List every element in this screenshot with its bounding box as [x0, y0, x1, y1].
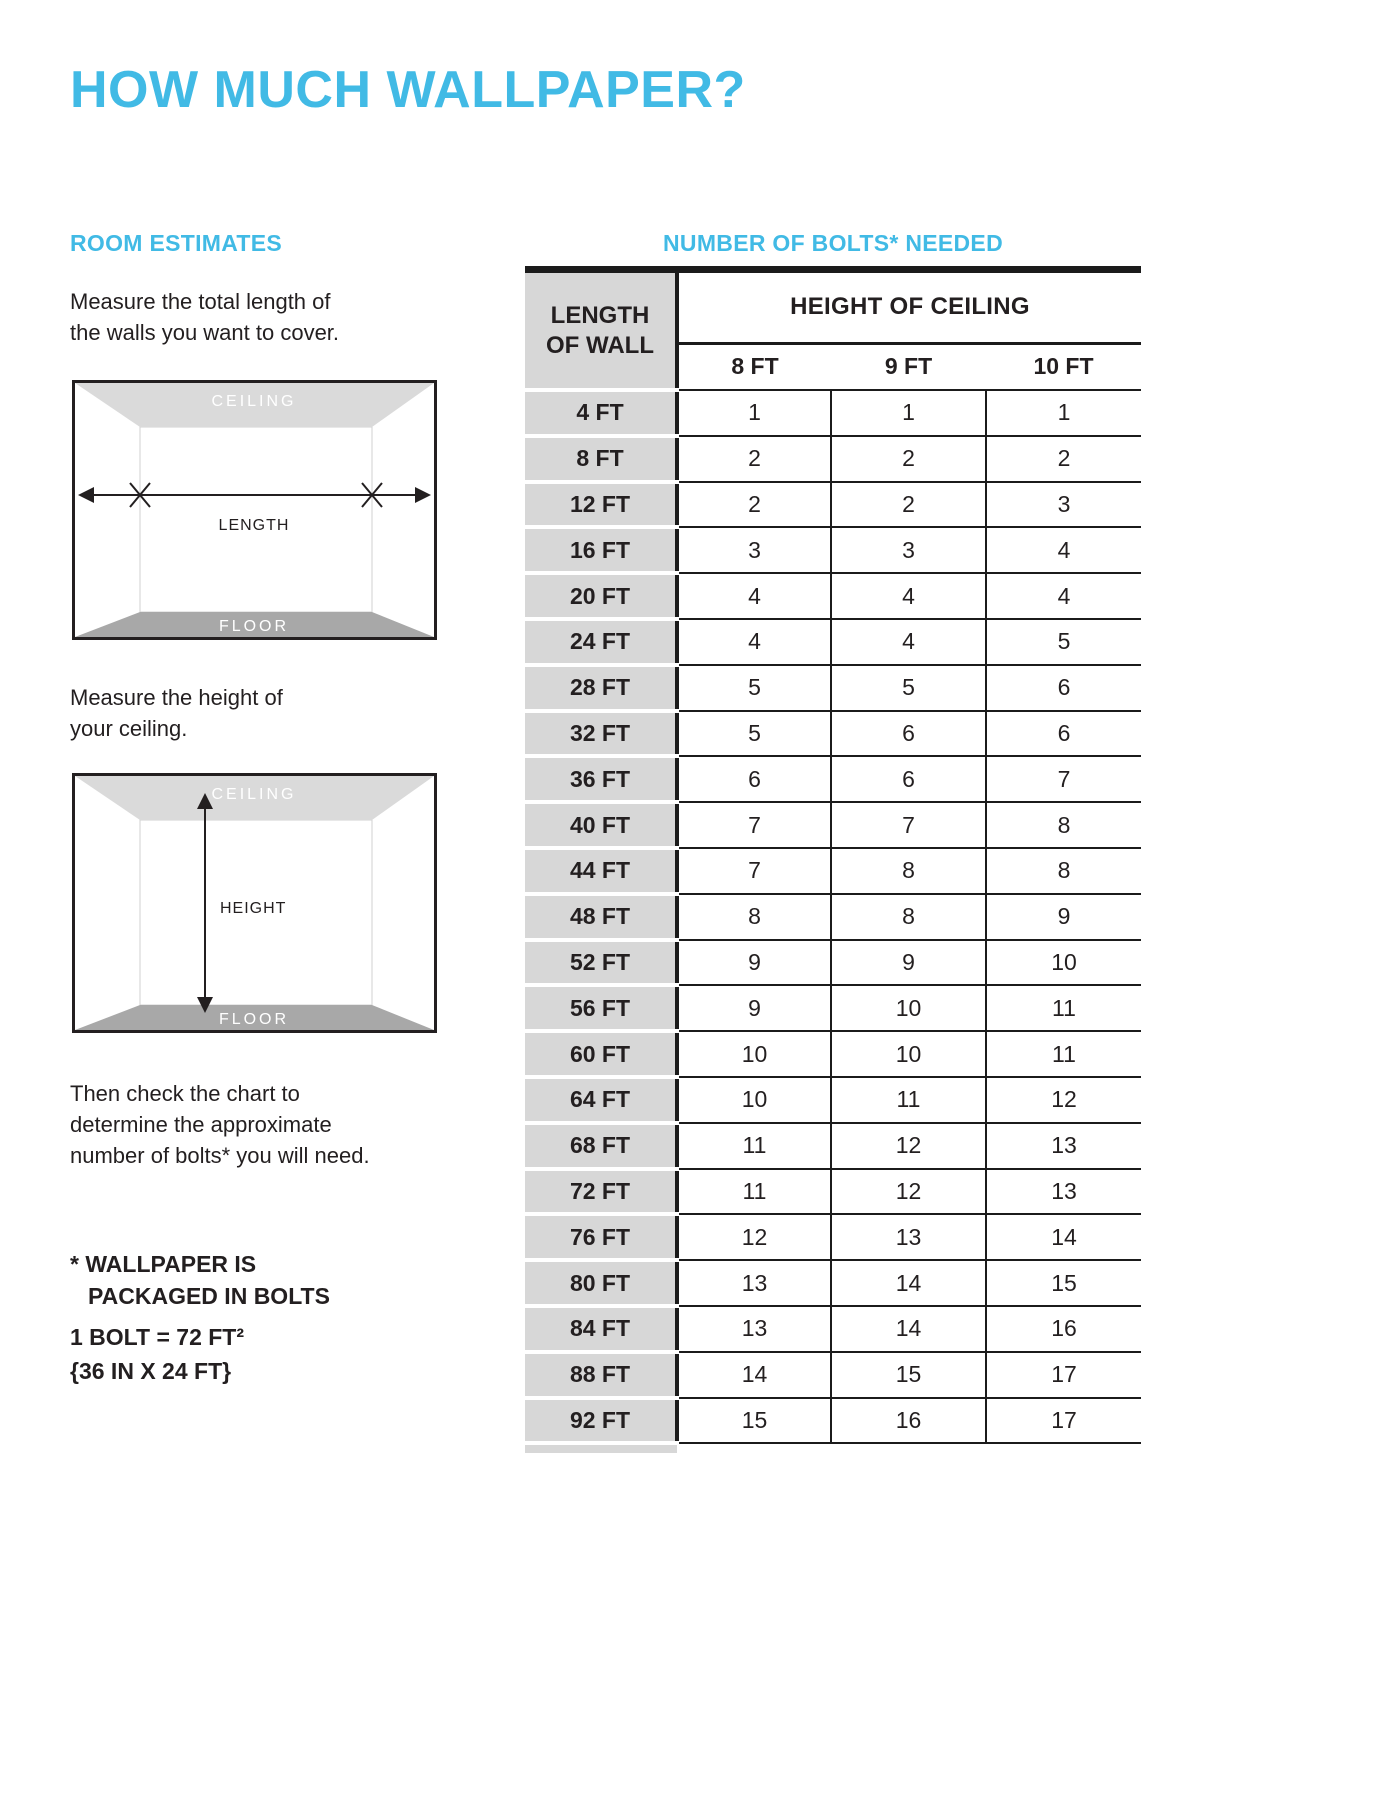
bolts-table	[525, 266, 1141, 1453]
cell-8ft: 5	[677, 711, 831, 757]
length-of-wall-line2: OF WALL	[546, 331, 654, 359]
cell-8ft: 1	[677, 390, 831, 436]
floor-label: FLOOR	[218, 618, 290, 635]
cell-10ft: 4	[986, 573, 1141, 619]
row-length-label: 16 FT	[525, 527, 677, 573]
table-row	[525, 1214, 1141, 1260]
row-length-label: 48 FT	[525, 894, 677, 940]
step2-text	[70, 682, 283, 744]
cell-8ft: 10	[677, 1077, 831, 1123]
cell-10ft: 13	[986, 1169, 1141, 1215]
cell-9ft: 12	[831, 1123, 986, 1169]
floor-label: FLOOR	[218, 1011, 290, 1028]
cell-8ft: 13	[677, 1260, 831, 1306]
cell-10ft: 6	[986, 665, 1141, 711]
row-length-label: 28 FT	[525, 665, 677, 711]
cell-8ft: 8	[677, 894, 831, 940]
row-length-label: 8 FT	[525, 436, 677, 482]
cell-8ft: 11	[677, 1123, 831, 1169]
row-length-label: 72 FT	[525, 1169, 677, 1215]
step1-text	[70, 286, 339, 348]
table-row	[525, 940, 1141, 986]
cell-8ft: 15	[677, 1398, 831, 1444]
cell-8ft: 11	[677, 1169, 831, 1215]
cell-10ft: 8	[986, 848, 1141, 894]
table-row	[525, 802, 1141, 848]
cell-9ft: 5	[831, 665, 986, 711]
cell-8ft: 2	[677, 482, 831, 528]
cell-9ft: 12	[831, 1169, 986, 1215]
cell-10ft: 6	[986, 711, 1141, 757]
table-row	[525, 1169, 1141, 1215]
row-length-label: 64 FT	[525, 1077, 677, 1123]
cell-9ft: 11	[831, 1077, 986, 1123]
table-row	[525, 527, 1141, 573]
cell-8ft: 5	[677, 665, 831, 711]
footnote-line1: * WALLPAPER IS	[70, 1251, 257, 1277]
bolt-equivalence-note: 1 BOLT = 72 FT²	[70, 1324, 245, 1350]
ceiling-label: CEILING	[211, 786, 297, 803]
bolts-needed-table	[525, 273, 1141, 1445]
cell-10ft: 10	[986, 940, 1141, 986]
table-row	[525, 756, 1141, 802]
cell-9ft: 13	[831, 1214, 986, 1260]
table-row	[525, 711, 1141, 757]
cell-8ft: 9	[677, 940, 831, 986]
cell-10ft: 7	[986, 756, 1141, 802]
row-length-label: 92 FT	[525, 1398, 677, 1444]
cell-9ft: 6	[831, 756, 986, 802]
height-measure-label: HEIGHT	[220, 900, 287, 917]
cell-9ft: 7	[831, 802, 986, 848]
step3-text	[70, 1078, 370, 1171]
step2-line1: Measure the height of	[70, 685, 283, 710]
cell-8ft: 13	[677, 1306, 831, 1352]
step3-line3: number of bolts* you will need.	[70, 1143, 370, 1168]
cell-10ft: 9	[986, 894, 1141, 940]
table-row	[525, 1398, 1141, 1444]
cell-9ft: 15	[831, 1352, 986, 1398]
row-length-label: 4 FT	[525, 390, 677, 436]
cell-10ft: 17	[986, 1352, 1141, 1398]
cell-10ft: 8	[986, 802, 1141, 848]
cell-9ft: 14	[831, 1260, 986, 1306]
cell-10ft: 17	[986, 1398, 1141, 1444]
row-length-label: 20 FT	[525, 573, 677, 619]
cell-10ft: 16	[986, 1306, 1141, 1352]
cell-10ft: 3	[986, 482, 1141, 528]
step2-line2: your ceiling.	[70, 716, 188, 741]
cell-9ft: 3	[831, 527, 986, 573]
row-length-label: 12 FT	[525, 482, 677, 528]
row-length-label: 84 FT	[525, 1306, 677, 1352]
row-length-label: 44 FT	[525, 848, 677, 894]
table-row	[525, 665, 1141, 711]
table-row	[525, 985, 1141, 1031]
step3-line2: determine the approximate	[70, 1112, 332, 1137]
row-length-label: 32 FT	[525, 711, 677, 757]
cell-10ft: 13	[986, 1123, 1141, 1169]
bolt-dimensions-note: {36 IN X 24 FT}	[70, 1358, 232, 1384]
table-row	[525, 573, 1141, 619]
length-measure-label: LENGTH	[218, 517, 290, 534]
cell-9ft: 6	[831, 711, 986, 757]
cell-10ft: 12	[986, 1077, 1141, 1123]
cell-10ft: 14	[986, 1214, 1141, 1260]
row-length-label: 76 FT	[525, 1214, 677, 1260]
cell-8ft: 7	[677, 802, 831, 848]
cell-9ft: 9	[831, 940, 986, 986]
length-of-wall-header	[525, 273, 677, 390]
room-length-diagram	[72, 380, 437, 640]
height-of-ceiling-header: HEIGHT OF CEILING	[677, 273, 1141, 343]
cell-10ft: 11	[986, 985, 1141, 1031]
cell-10ft: 5	[986, 619, 1141, 665]
table-row	[525, 1260, 1141, 1306]
cell-8ft: 6	[677, 756, 831, 802]
cell-8ft: 9	[677, 985, 831, 1031]
bolts-table-body	[525, 390, 1141, 1443]
room-estimates-heading: ROOM ESTIMATES	[70, 230, 283, 256]
row-length-label: 56 FT	[525, 985, 677, 1031]
page-title: HOW MUCH WALLPAPER?	[70, 61, 746, 119]
table-row	[525, 390, 1141, 436]
row-length-label: 52 FT	[525, 940, 677, 986]
step3-line1: Then check the chart to	[70, 1081, 300, 1106]
wallpaper-bolts-footnote	[70, 1248, 330, 1312]
step1-line1: Measure the total length of	[70, 289, 331, 314]
cell-10ft: 11	[986, 1031, 1141, 1077]
step1-line2: the walls you want to cover.	[70, 320, 340, 345]
cell-10ft: 15	[986, 1260, 1141, 1306]
table-row	[525, 894, 1141, 940]
cell-8ft: 7	[677, 848, 831, 894]
row-length-label: 36 FT	[525, 756, 677, 802]
cell-9ft: 10	[831, 1031, 986, 1077]
column-header-10ft: 10 FT	[986, 343, 1141, 390]
cell-9ft: 4	[831, 573, 986, 619]
cell-9ft: 2	[831, 436, 986, 482]
cell-8ft: 4	[677, 619, 831, 665]
cell-8ft: 10	[677, 1031, 831, 1077]
cell-9ft: 16	[831, 1398, 986, 1444]
length-of-wall-line1: LENGTH	[550, 301, 650, 329]
row-length-label: 68 FT	[525, 1123, 677, 1169]
cell-8ft: 12	[677, 1214, 831, 1260]
room-length-diagram-svg	[72, 380, 437, 640]
table-row	[525, 1306, 1141, 1352]
row-length-label: 88 FT	[525, 1352, 677, 1398]
cell-10ft: 1	[986, 390, 1141, 436]
cell-9ft: 8	[831, 894, 986, 940]
cell-8ft: 3	[677, 527, 831, 573]
column-header-8ft: 8 FT	[677, 343, 831, 390]
bolts-table-header	[525, 273, 1141, 390]
ceiling-height-diagram	[72, 773, 437, 1033]
bolts-needed-heading: NUMBER OF BOLTS* NEEDED	[663, 230, 1003, 256]
cell-10ft: 2	[986, 436, 1141, 482]
cell-9ft: 1	[831, 390, 986, 436]
table-row	[525, 619, 1141, 665]
table-gray-footer-tab	[525, 1445, 677, 1453]
cell-8ft: 14	[677, 1352, 831, 1398]
ceiling-height-diagram-svg	[72, 773, 437, 1033]
table-top-bar	[525, 266, 1141, 273]
cell-9ft: 14	[831, 1306, 986, 1352]
table-row	[525, 436, 1141, 482]
row-length-label: 80 FT	[525, 1260, 677, 1306]
table-row	[525, 1031, 1141, 1077]
cell-10ft: 4	[986, 527, 1141, 573]
column-header-9ft: 9 FT	[831, 343, 986, 390]
cell-9ft: 2	[831, 482, 986, 528]
cell-8ft: 4	[677, 573, 831, 619]
table-row	[525, 1077, 1141, 1123]
cell-8ft: 2	[677, 436, 831, 482]
table-row	[525, 1352, 1141, 1398]
table-row	[525, 848, 1141, 894]
row-length-label: 60 FT	[525, 1031, 677, 1077]
footnote-line2: PACKAGED IN BOLTS	[88, 1283, 330, 1309]
row-length-label: 40 FT	[525, 802, 677, 848]
row-length-label: 24 FT	[525, 619, 677, 665]
table-row	[525, 1123, 1141, 1169]
table-row	[525, 482, 1141, 528]
cell-9ft: 4	[831, 619, 986, 665]
cell-9ft: 10	[831, 985, 986, 1031]
ceiling-label: CEILING	[211, 393, 297, 410]
cell-9ft: 8	[831, 848, 986, 894]
